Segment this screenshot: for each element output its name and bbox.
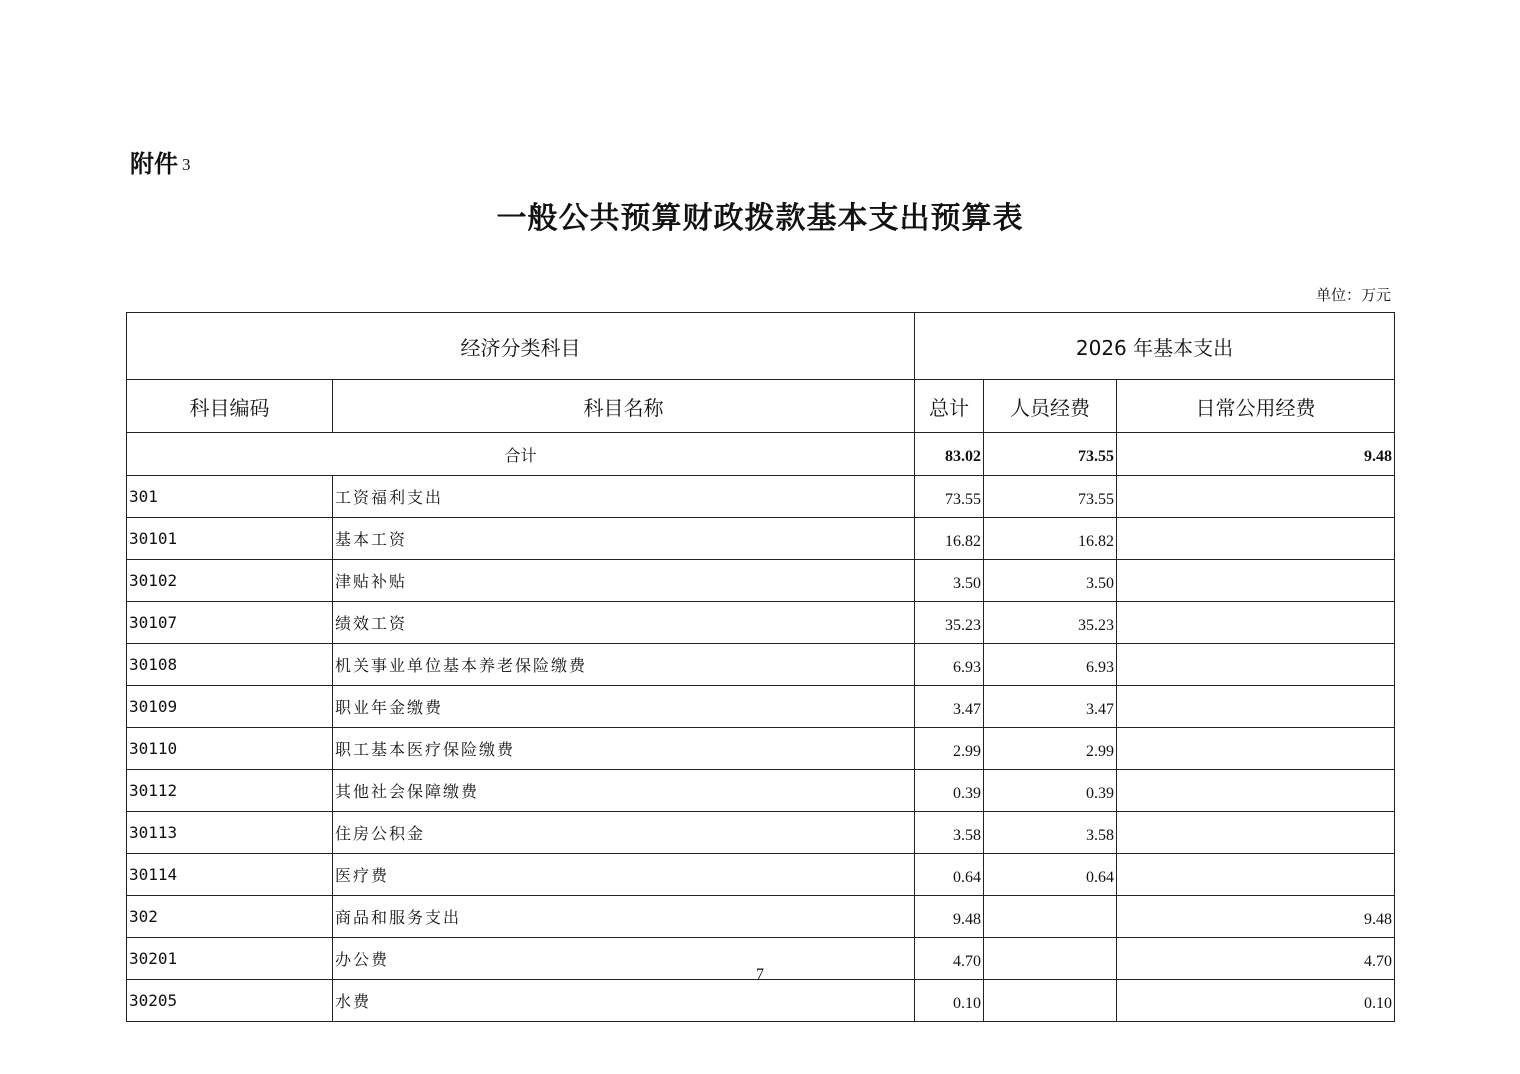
budget-table <box>126 312 1395 1022</box>
cell-code: 30205 <box>127 980 333 1022</box>
cell-name: 工资福利支出 <box>333 476 915 518</box>
cell-personnel: 3.50 <box>984 560 1117 602</box>
cell-personnel: 3.58 <box>984 812 1117 854</box>
cell-total: 3.58 <box>915 812 984 854</box>
table-row <box>127 560 1395 602</box>
cell-code: 30201 <box>127 938 333 980</box>
cell-code: 30110 <box>127 728 333 770</box>
cell-public <box>1117 854 1395 896</box>
cell-total: 0.39 <box>915 770 984 812</box>
cell-total: 35.23 <box>915 602 984 644</box>
table-row <box>127 728 1395 770</box>
header-public-expense: 日常公用经费 <box>1117 380 1395 433</box>
cell-total: 0.64 <box>915 854 984 896</box>
cell-name: 职业年金缴费 <box>333 686 915 728</box>
header-column-row <box>127 380 1395 433</box>
cell-personnel <box>984 980 1117 1022</box>
table-row <box>127 854 1395 896</box>
table-row <box>127 980 1395 1022</box>
cell-name: 医疗费 <box>333 854 915 896</box>
page-number: 7 <box>756 966 764 983</box>
cell-personnel: 35.23 <box>984 602 1117 644</box>
cell-public <box>1117 812 1395 854</box>
attachment-number: 3 <box>182 155 191 174</box>
cell-total: 4.70 <box>915 938 984 980</box>
unit-label: 单位：万元 <box>1315 286 1391 304</box>
attachment-text: 附件 <box>130 150 178 178</box>
cell-public <box>1117 770 1395 812</box>
cell-name: 住房公积金 <box>333 812 915 854</box>
cell-code: 30107 <box>127 602 333 644</box>
cell-name: 其他社会保障缴费 <box>333 770 915 812</box>
cell-total: 0.10 <box>915 980 984 1022</box>
cell-code: 30102 <box>127 560 333 602</box>
cell-personnel: 0.64 <box>984 854 1117 896</box>
header-total: 总计 <box>915 380 984 433</box>
cell-public <box>1117 644 1395 686</box>
cell-public <box>1117 518 1395 560</box>
table-row <box>127 476 1395 518</box>
cell-personnel: 73.55 <box>984 476 1117 518</box>
attachment-label <box>130 144 191 179</box>
cell-total: 16.82 <box>915 518 984 560</box>
cell-personnel: 2.99 <box>984 728 1117 770</box>
table-row <box>127 644 1395 686</box>
table-row <box>127 602 1395 644</box>
cell-name: 职工基本医疗保险缴费 <box>333 728 915 770</box>
cell-public: 0.10 <box>1117 980 1395 1022</box>
cell-code: 30101 <box>127 518 333 560</box>
total-public: 9.48 <box>1117 433 1395 476</box>
total-label: 合计 <box>127 433 915 476</box>
cell-code: 30109 <box>127 686 333 728</box>
cell-personnel: 0.39 <box>984 770 1117 812</box>
cell-total: 2.99 <box>915 728 984 770</box>
cell-code: 302 <box>127 896 333 938</box>
cell-personnel <box>984 896 1117 938</box>
cell-total: 3.47 <box>915 686 984 728</box>
table-row <box>127 686 1395 728</box>
cell-public: 9.48 <box>1117 896 1395 938</box>
cell-public <box>1117 560 1395 602</box>
header-economic-classification: 经济分类科目 <box>127 313 915 380</box>
cell-name: 津贴补贴 <box>333 560 915 602</box>
header-subject-code: 科目编码 <box>127 380 333 433</box>
total-total: 83.02 <box>915 433 984 476</box>
table-row <box>127 896 1395 938</box>
page-title: 一般公共预算财政拨款基本支出预算表 <box>496 201 1024 236</box>
table-row <box>127 812 1395 854</box>
cell-code: 30112 <box>127 770 333 812</box>
cell-name: 商品和服务支出 <box>333 896 915 938</box>
cell-personnel: 6.93 <box>984 644 1117 686</box>
cell-public <box>1117 476 1395 518</box>
total-personnel: 73.55 <box>984 433 1117 476</box>
total-row <box>127 433 1395 476</box>
cell-code: 30108 <box>127 644 333 686</box>
cell-public <box>1117 602 1395 644</box>
cell-name: 水费 <box>333 980 915 1022</box>
cell-public <box>1117 728 1395 770</box>
cell-total: 73.55 <box>915 476 984 518</box>
cell-code: 30113 <box>127 812 333 854</box>
table-row <box>127 518 1395 560</box>
header-subject-name: 科目名称 <box>333 380 915 433</box>
header-personnel-expense: 人员经费 <box>984 380 1117 433</box>
cell-name: 机关事业单位基本养老保险缴费 <box>333 644 915 686</box>
cell-personnel: 16.82 <box>984 518 1117 560</box>
cell-total: 6.93 <box>915 644 984 686</box>
cell-code: 30114 <box>127 854 333 896</box>
cell-public <box>1117 686 1395 728</box>
cell-personnel: 3.47 <box>984 686 1117 728</box>
cell-name: 基本工资 <box>333 518 915 560</box>
header-basic-expenditure: 2026 年基本支出 <box>915 313 1395 380</box>
cell-total: 9.48 <box>915 896 984 938</box>
cell-total: 3.50 <box>915 560 984 602</box>
cell-name: 绩效工资 <box>333 602 915 644</box>
cell-name: 办公费 <box>333 938 915 980</box>
table-row <box>127 770 1395 812</box>
cell-code: 301 <box>127 476 333 518</box>
header-group-row <box>127 313 1395 380</box>
cell-public: 4.70 <box>1117 938 1395 980</box>
